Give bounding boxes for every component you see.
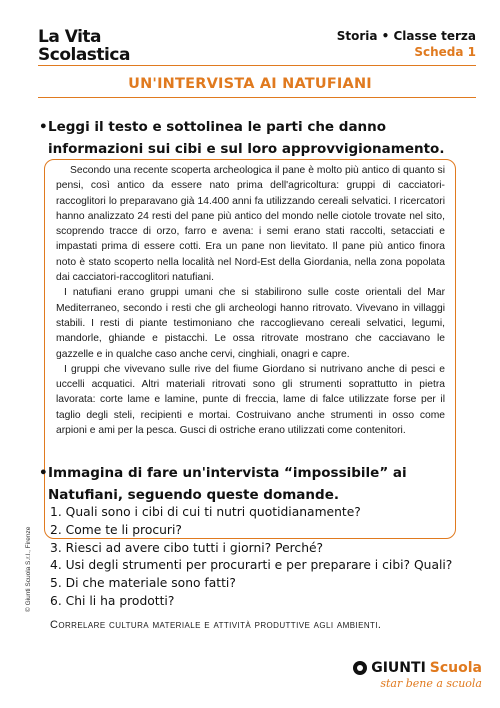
copyright-credit: © Giunti Scuola S.r.l., Firenze [25, 526, 32, 612]
passage-paragraph: I natufiani erano gruppi umani che si stabilirono sulle coste orientali del Mar Mediterraneo, secondo i resti che gli archeologi hanno ritrovato. Vivevano in villaggi stabili. I resti di piante testimoniano che raccoglievano cereali selvatici, legumi, mandorle, ghiande e pistacchi. Le ossa ritrovate mostrano che cacciavano le gazzelle e in qualche caso anche cervi, cinghiali, onagri e capre. [56, 287, 445, 360]
logo-line-2: Scolastica [38, 45, 130, 65]
question-list [50, 504, 470, 611]
brand-name-part2: Scuola [429, 660, 482, 676]
bullet-icon: • [39, 119, 48, 135]
subject-label: Storia • Classe terza [336, 29, 476, 43]
passage-paragraph: I gruppi che vivevano sulle rive del fiume Giordano si nutrivano anche di pesci e uccelli acquatici. Altri materiali ritrovati sono gli strumenti soprattutto in pietra lavorata: corte lame e lamine, punte di freccia, lame di falce utilizzate forse per il taglio degli steli, recipienti e mortai. Costruivano anche strumenti in osso come arpioni e ami per la pesca. Gusci di ostriche erano utilizzati come contenitori. [56, 363, 445, 437]
instruction-1 [39, 116, 458, 160]
question-item: 5. Di che materiale sono fatti? [50, 576, 236, 591]
question-item: 1. Quali sono i cibi di cui ti nutri quotidianamente? [50, 505, 361, 519]
question-item: 6. Chi li ha prodotti? [50, 593, 175, 608]
magazine-logo [38, 28, 130, 64]
logo-line-1: La Vita [38, 27, 102, 47]
question-item: 3. Riesci ad avere cibo tutti i giorni? Perché? [50, 540, 324, 555]
sheet-header [337, 28, 476, 60]
sheet-label: Scheda 1 [414, 45, 476, 59]
passage-paragraph: Secondo una recente scoperta archeologica il pane è molto più antico di quanto si pensi, così antico da essere nato prima dell'agricoltura: gruppi di cacciatori-raccoglitori lo preparavano già 14.400 anni fa utilizzando cereali selvatici. I ricercatori hanno analizzato 24 resti del pane più antico del mondo nelle ciotole trovate nel sito, scoprendo tracce di orzo, farro e avena: i semi erano stati raccolti, setacciati e impastati prima di essere cotti. Era un pane non lievitato. Il pane più antico finora noto è stato scoperto nella località nel Nord-Est della Giordania, nella zona popolata dai cacciatori-raccoglitori natufiani. [56, 165, 445, 284]
question-item: 4. Usi degli strumenti per procurarti e per preparare i cibi? Quali? [50, 558, 453, 573]
publisher-brand [353, 660, 482, 690]
instruction-2-text: Immagina di fare un'intervista “impossibile” ai Natufiani, seguendo queste domande. [48, 465, 407, 503]
title-divider [38, 97, 476, 98]
instruction-1-text: Leggi il testo e sottolinea le parti che danno informazioni sui cibi e sul loro approvvigionamento. [48, 119, 445, 157]
brand-name-part1: GIUNTI [371, 660, 426, 676]
brand-tagline: star bene a scuola [380, 677, 482, 690]
curriculum-note: Correlare cultura materiale e attività produttive agli ambienti. [50, 619, 382, 631]
header-divider [38, 65, 476, 66]
instruction-2 [39, 462, 458, 506]
question-item: 2. Come te li procuri? [50, 522, 182, 537]
giunti-logo-icon [353, 661, 367, 675]
page-title: UN'INTERVISTA AI NATUFIANI [128, 76, 372, 92]
bullet-icon: • [39, 465, 48, 481]
